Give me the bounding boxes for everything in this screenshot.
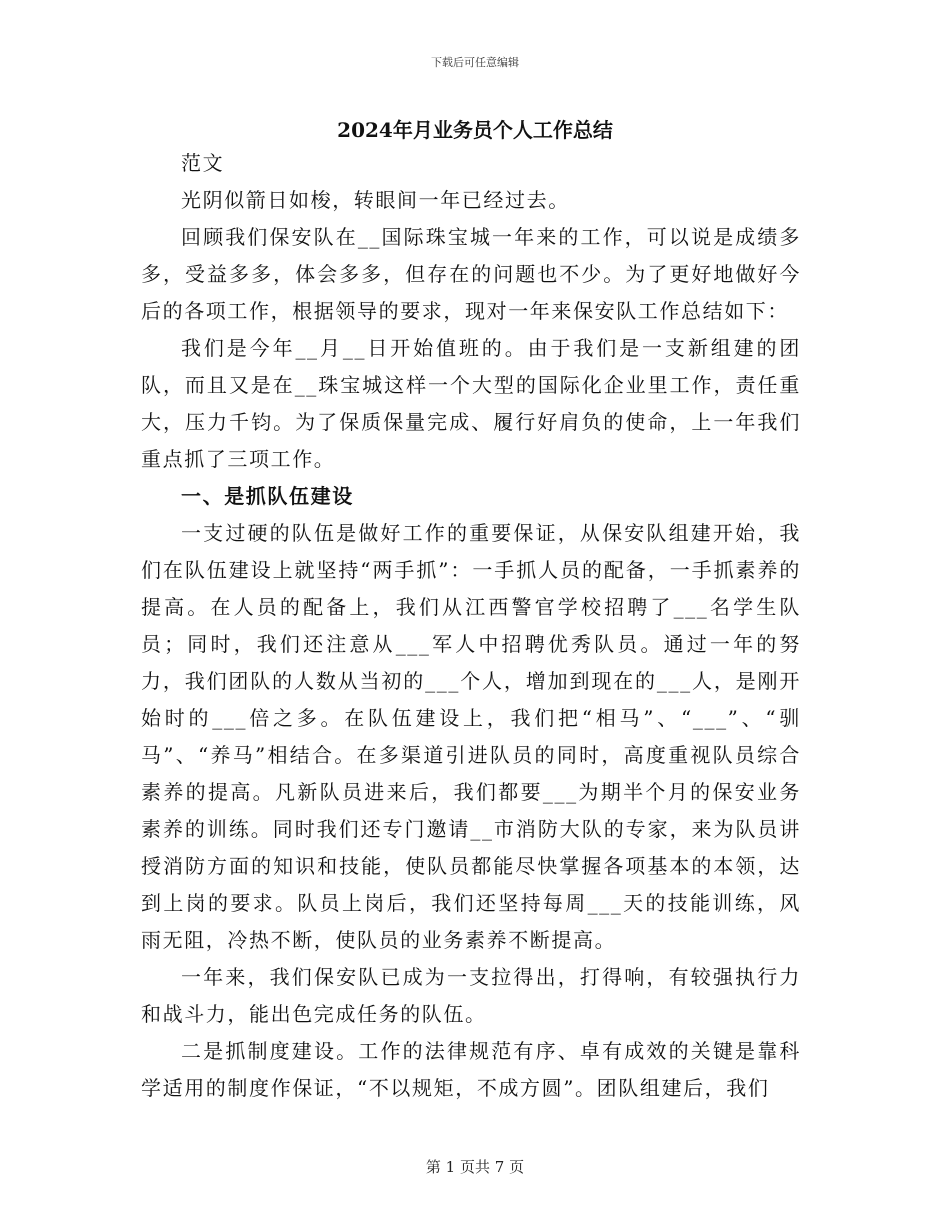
body-paragraph: 回顾我们保安队在__国际珠宝城一年来的工作，可以说是成绩多多，受益多多，体会多多，但存在的问题也不少。为了更好地做好今后的各项工作，根据领导的要求，现对一年来保安队工作总结如下： [141, 225, 801, 323]
page-header-note: 下载后可任意编辑 [431, 56, 519, 69]
body-paragraph: 一支过硬的队伍是做好工作的重要保证，从保安队组建开始，我们在队伍建设上就坚持“两手抓”：一手抓人员的配备，一手抓素养的提高。在人员的配备上，我们从江西警官学校招聘了___名学生队员；同时，我们还注意从___军人中招聘优秀队员。通过一年的努力，我们团队的人数从当初的___个人，增加到现在的___人，是刚开始时的___倍之多。在队伍建设上，我们把“相马”、“___”、“驯马”、“养马”相结合。在多渠道引进队员的同时，高度重视队员综合素养的提高。凡新队员进来后，我们都要___为期半个月的保安业务素养的训练。同时我们还专门邀请__市消防大队的专家，来为队员讲授消防方面的知识和技能，使队员都能尽快掌握各项基本的本领，达到上岗的要求。队员上岗后，我们还坚持每周___天的技能训练，风雨无阻，冷热不断，使队员的业务素养不断提高。 [141, 521, 801, 952]
body-paragraph: 我们是今年__月__日开始值班的。由于我们是一支新组建的团队，而且又是在__珠宝城这样一个大型的国际化企业里工作，责任重大，压力千钧。为了保质保量完成、履行好肩负的使命，上一年我们重点抓了三项工作。 [141, 336, 801, 471]
body-paragraph: 二是抓制度建设。工作的法律规范有序、卓有成效的关键是靠科学适用的制度作保证，“不以规矩，不成方圆”。团队组建后，我们 [141, 1039, 801, 1100]
document-body [141, 145, 801, 1107]
page-footer-pagination: 第 1 页共 7 页 [425, 1158, 525, 1176]
section-heading: 一、是抓队伍建设 [181, 484, 354, 508]
body-paragraph: 光阴似箭日如梭，转眼间一年已经过去。 [181, 188, 570, 212]
document-title: 2024年月业务员个人工作总结 [337, 118, 613, 142]
body-paragraph: 一年来，我们保安队已成为一支拉得出，打得响，有较强执行力和战斗力，能出色完成任务的队伍。 [141, 965, 801, 1026]
body-paragraph: 范文 [181, 151, 225, 175]
